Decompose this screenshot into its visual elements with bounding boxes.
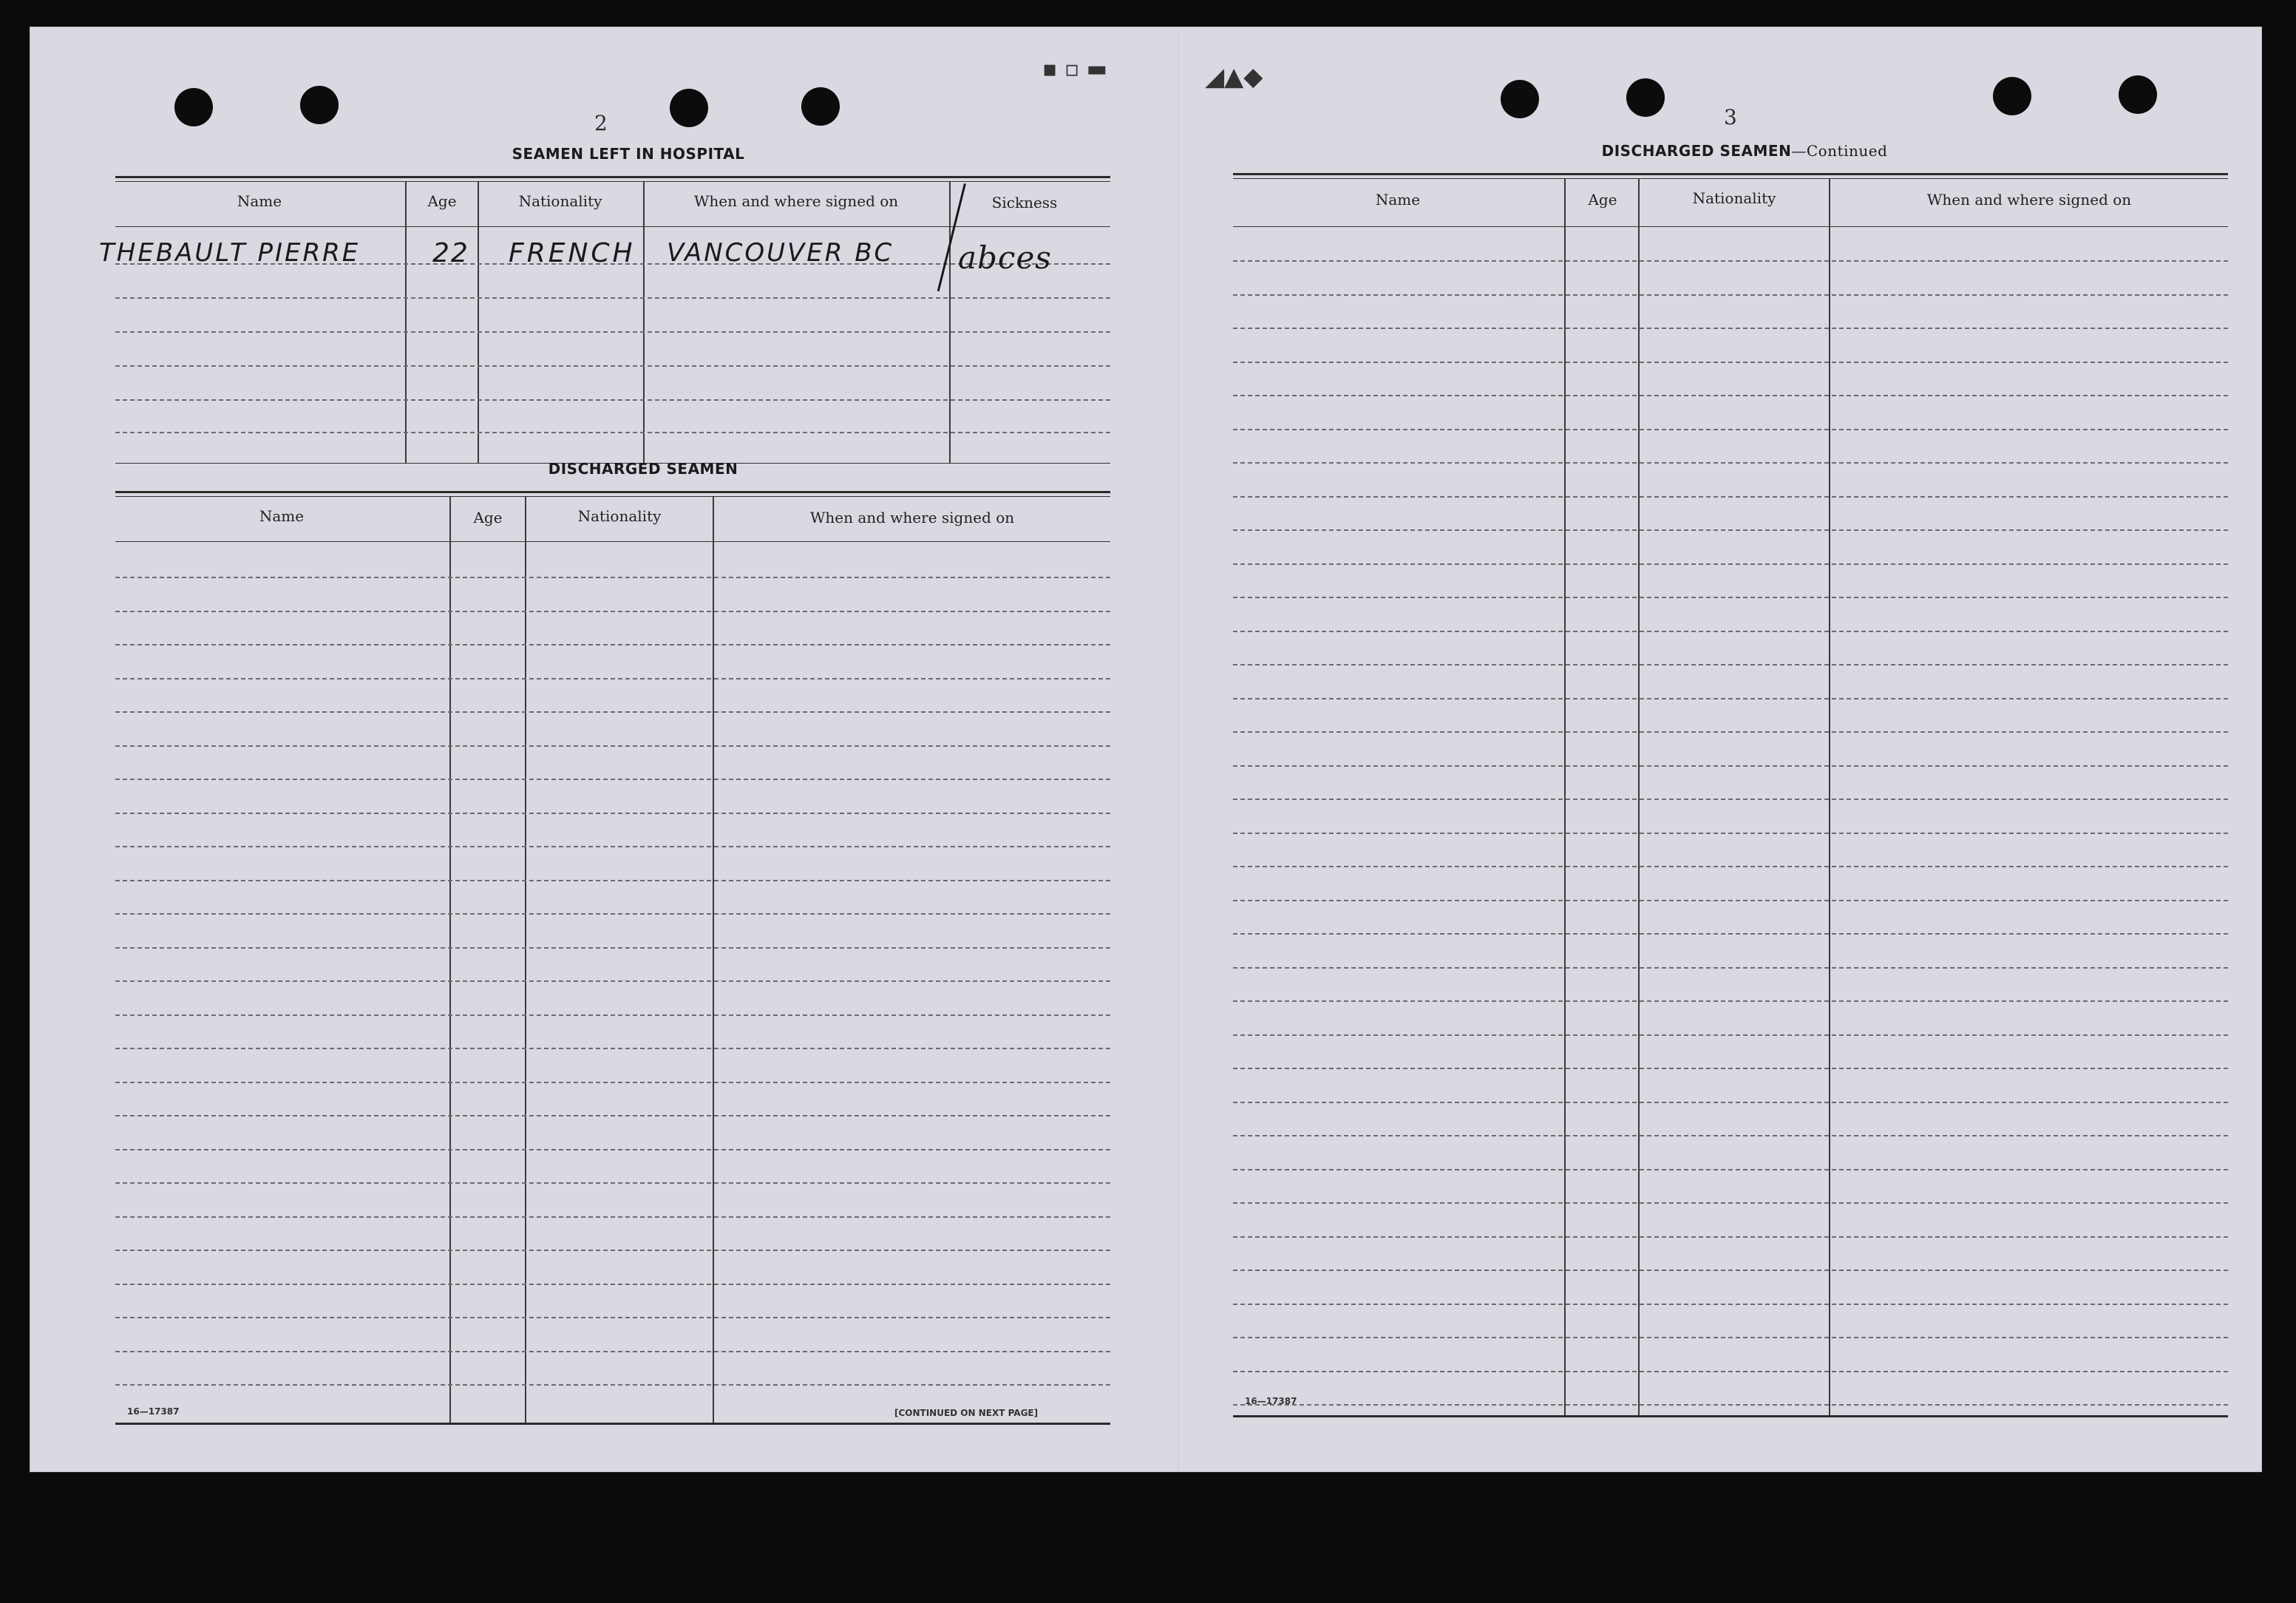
- title-suffix: —Continued: [1791, 142, 1888, 160]
- document-sheet: [30, 27, 2262, 1472]
- row-line: [1233, 1102, 2228, 1103]
- form-code: 16—17387: [1245, 1396, 1297, 1406]
- row-line: [1233, 664, 2228, 665]
- row-line: [1233, 462, 2228, 464]
- row-line: [1233, 1202, 2228, 1204]
- row-line: [1233, 260, 2228, 262]
- row-line: [115, 365, 1110, 367]
- col-head-name: Name: [237, 192, 282, 210]
- row-line: [1233, 1236, 2228, 1238]
- row-line: [1233, 597, 2228, 598]
- row-line: [115, 745, 1110, 747]
- row-line: [1233, 362, 2228, 363]
- row-line: [115, 880, 1110, 881]
- col-head-nationality: Nationality: [1692, 189, 1776, 207]
- row-line: [115, 297, 1110, 299]
- punch-hole: [174, 88, 213, 126]
- row-line: [1233, 1337, 2228, 1338]
- row-line: [1233, 933, 2228, 935]
- row-line: [1233, 1304, 2228, 1305]
- row-line: [1233, 631, 2228, 632]
- row-line: [115, 1250, 1110, 1251]
- row-line: [115, 1317, 1110, 1318]
- col-head-age: Age: [473, 509, 503, 526]
- row-line: [1233, 395, 2228, 396]
- row-line: [115, 947, 1110, 949]
- row-line: [1233, 529, 2228, 531]
- row-line: [115, 1384, 1110, 1386]
- col-head-name: Name: [1375, 191, 1421, 209]
- row-line: [1233, 967, 2228, 969]
- row-line: [1233, 1270, 2228, 1271]
- column-divider: [643, 181, 645, 464]
- row-line: [1233, 496, 2228, 498]
- table-top-rule: [1233, 178, 2228, 179]
- header-underline: [115, 541, 1110, 542]
- punch-hole: [300, 86, 339, 124]
- table-top-rule: [115, 181, 1110, 182]
- row-line: [1233, 833, 2228, 834]
- title-main: DISCHARGED SEAMEN: [1601, 142, 1792, 160]
- row-line: [1233, 1135, 2228, 1136]
- row-line: [115, 1014, 1110, 1016]
- row-line: [1233, 900, 2228, 901]
- column-divider: [478, 181, 479, 464]
- entry-sickness: abces: [958, 240, 1052, 276]
- row-line: [115, 1182, 1110, 1184]
- row-line: [1233, 1000, 2228, 1002]
- row-line: [1233, 1169, 2228, 1170]
- punch-hole: [1626, 78, 1665, 117]
- row-line: [115, 678, 1110, 680]
- col-head-signed-on: When and where signed on: [1926, 191, 2132, 209]
- page-number-left: 2: [594, 111, 608, 135]
- row-line: [115, 846, 1110, 847]
- punch-hole: [670, 89, 708, 127]
- column-divider: [1829, 179, 1830, 1417]
- row-line: [115, 1351, 1110, 1352]
- row-line: [115, 644, 1110, 645]
- row-line: [115, 779, 1110, 780]
- row-line: [1233, 1371, 2228, 1372]
- entry-age: 22: [432, 238, 469, 268]
- punch-hole: [2119, 75, 2157, 114]
- col-head-nationality: Nationality: [577, 507, 662, 525]
- row-line: [1233, 328, 2228, 329]
- row-line: [115, 1048, 1110, 1049]
- row-line: [1233, 765, 2228, 767]
- row-line: [1233, 1068, 2228, 1069]
- row-line: [115, 813, 1110, 814]
- row-line: [1233, 731, 2228, 733]
- row-line: [115, 711, 1110, 713]
- row-line: [1233, 429, 2228, 430]
- page-fold: [1178, 27, 1181, 1472]
- row-line: [115, 577, 1110, 578]
- col-head-age: Age: [1588, 191, 1617, 209]
- column-divider: [1638, 179, 1640, 1417]
- column-divider: [949, 181, 951, 464]
- table-top-rule: [115, 176, 1110, 178]
- row-line: [1233, 1404, 2228, 1406]
- table-top-rule: [1233, 173, 2228, 175]
- punch-hole: [801, 87, 840, 126]
- entry-nationality: FRENCH: [509, 238, 636, 268]
- scan-speck: ◢▲◆: [1205, 62, 1263, 92]
- row-line: [115, 980, 1110, 982]
- row-line: [115, 1082, 1110, 1083]
- column-divider: [405, 181, 407, 464]
- hospital-section-title: SEAMEN LEFT IN HOSPITAL: [512, 145, 745, 163]
- punch-hole: [1993, 77, 2031, 115]
- row-line: [115, 611, 1110, 612]
- row-line: [1233, 866, 2228, 867]
- row-line: [115, 1115, 1110, 1116]
- punch-hole: [1501, 80, 1539, 118]
- continued-note: [CONTINUED ON NEXT PAGE]: [894, 1408, 1039, 1418]
- discharged-continued-title: [1234, 142, 2255, 160]
- row-line: [115, 331, 1110, 333]
- entry-name: THEBAULT PIERRE: [99, 238, 361, 268]
- row-line: [115, 1216, 1110, 1218]
- scan-speck: ▪ ▫ ▬: [1042, 56, 1108, 82]
- col-head-nationality: Nationality: [518, 192, 602, 210]
- row-line: [115, 399, 1110, 401]
- header-underline: [1233, 226, 2228, 227]
- col-head-sickness: Sickness: [991, 194, 1058, 211]
- table-top-rule: [115, 491, 1110, 493]
- col-head-name: Name: [259, 507, 305, 525]
- row-line: [1233, 799, 2228, 800]
- row-line: [115, 1284, 1110, 1285]
- table-bottom-rule: [115, 1423, 1110, 1425]
- page-number-right: 3: [1724, 105, 1737, 129]
- discharged-section-title: DISCHARGED SEAMEN: [548, 460, 738, 478]
- row-line: [1233, 563, 2228, 565]
- row-line: [115, 1149, 1110, 1150]
- entry-signed-on: VANCOUVER BC: [667, 238, 894, 268]
- row-line: [115, 432, 1110, 433]
- header-underline: [115, 226, 1110, 227]
- table-top-rule: [115, 496, 1110, 497]
- form-code: 16—17387: [127, 1406, 180, 1417]
- table-bottom-rule: [1233, 1415, 2228, 1417]
- row-line: [115, 913, 1110, 915]
- col-head-signed-on: When and where signed on: [809, 509, 1015, 526]
- row-line: [1233, 1034, 2228, 1036]
- row-line: [1233, 294, 2228, 296]
- col-head-age: Age: [427, 192, 457, 210]
- column-divider: [1564, 179, 1566, 1417]
- row-line: [1233, 698, 2228, 699]
- col-head-signed-on: When and where signed on: [693, 192, 899, 210]
